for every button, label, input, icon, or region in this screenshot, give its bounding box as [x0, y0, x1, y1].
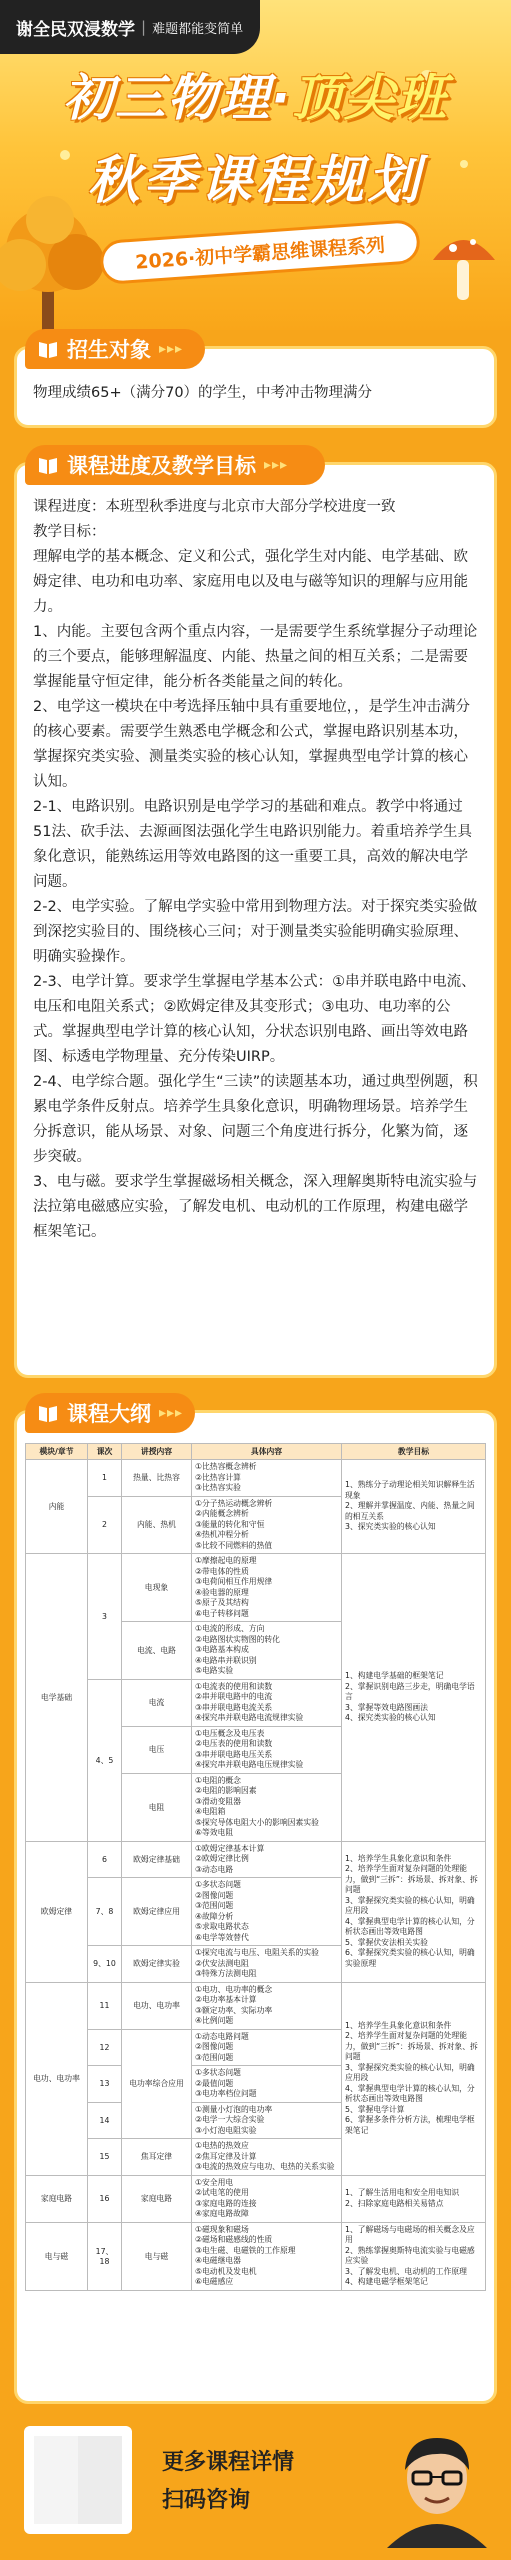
- progress-paragraph: 教学目标：: [33, 524, 106, 540]
- cell-topic: 电功率综合应用: [122, 2029, 192, 2139]
- goal-item: 1、构建电学基础的框架笔记: [345, 1671, 444, 1680]
- cell-lesson: 14: [88, 2102, 122, 2139]
- progress-tag: [25, 445, 325, 485]
- content-item: ①电流的形成、方向: [195, 1624, 265, 1633]
- content-item: ⑤电动机及发电机: [195, 2266, 257, 2276]
- cell-lesson: 6: [88, 1841, 122, 1878]
- table-header-row: [26, 1444, 486, 1460]
- book-icon: [37, 1402, 59, 1424]
- content-item: ⑤比较不同燃料的热值: [195, 1540, 273, 1550]
- cell-goal: [342, 1841, 486, 1982]
- cell-content: [192, 1496, 342, 1554]
- content-item: ①电压概念及电压表: [195, 1728, 265, 1738]
- content-item: ④家庭电路故障: [195, 2209, 249, 2218]
- goal-item: 2、理解并掌握温度、内能、热量之间的相互关系: [345, 1501, 475, 1521]
- page-subtitle: 秋季课程规划: [87, 151, 424, 211]
- content-item: ③电功率档位问题: [195, 2089, 257, 2098]
- content-item: ②试电笔的使用: [195, 2188, 249, 2197]
- outline-table: [25, 1443, 486, 2291]
- col-header-module: 模块/章节: [26, 1444, 88, 1460]
- progress-paragraph: 2-1、电路识别。电路识别是电学学习的基础和难点。教学中将通过51法、砍手法、去源画图法强化学生电路识别能力。着重培养学生具象化意识，能熟练运用等效电路图的这一重要工具，高效的解决电学问题。: [33, 799, 472, 890]
- progress-paragraph: 2、电学这一模块在中考选择压轴中具有重要地位，，是学生冲击满分的核心要素。需要学生熟悉电学概念和公式，掌握电路识别基本功，掌握探究类实验、测量类实验的核心认知，掌握典型电学计算的核心认知。: [33, 699, 470, 790]
- content-item: ③滑动变阻器: [195, 1796, 241, 1806]
- cell-topic: 电功、电功率: [122, 1982, 192, 2029]
- content-item: ⑥电学等效替代: [195, 1932, 249, 1942]
- footer-cta: [162, 2444, 294, 2520]
- content-item: ①分子热运动概念辨析: [195, 1498, 273, 1508]
- col-header-goal: 教学目标: [342, 1444, 486, 1460]
- content-item: ①测量小灯泡的电功率: [195, 2104, 273, 2114]
- cell-content: [192, 2102, 342, 2139]
- content-item: ③特殊方法测电阻: [195, 1969, 257, 1978]
- cell-goal: [342, 1982, 486, 2175]
- content-item: ③动态电路: [195, 1864, 234, 1874]
- content-item: ②图像问题: [195, 1890, 234, 1900]
- enroll-tag: [25, 329, 205, 369]
- cell-topic: 电压: [122, 1726, 192, 1773]
- title-class: 顶尖班: [292, 69, 448, 127]
- content-item: ⑥电子转移问题: [195, 1608, 249, 1618]
- cell-content: [192, 1460, 342, 1497]
- outline-card: [14, 1402, 497, 2404]
- content-item: ④电磁继电器: [195, 2256, 241, 2265]
- content-item: ②比热容计算: [195, 1472, 241, 1482]
- cell-content: [192, 2139, 342, 2176]
- content-item: ③额定功率、实际功率: [195, 2005, 273, 2015]
- content-item: ①电流表的使用和读数: [195, 1681, 273, 1691]
- content-item: ③串并联电路电压关系: [195, 1749, 273, 1759]
- cell-lesson: 11: [88, 1982, 122, 2029]
- brand-name: 谢全民双浸数学: [16, 19, 135, 40]
- content-item: ③能量的转化和守恒: [195, 1519, 265, 1529]
- content-item: ④电路串并联识别: [195, 1655, 257, 1665]
- table-row: [26, 2222, 486, 2290]
- goal-item: 3、掌握等效电路图画法: [345, 1702, 428, 1712]
- content-item: ②电路图状实物图的转化: [195, 1634, 280, 1644]
- cell-module: 电功、电功率: [26, 1982, 88, 2175]
- content-item: ④比例问题: [195, 2016, 234, 2025]
- content-item: ③串并联电路电流关系: [195, 1702, 273, 1712]
- book-icon: [37, 338, 59, 360]
- brand-bar: [0, 0, 260, 54]
- outline-title: 课程大纲: [67, 1402, 151, 1426]
- cell-module: 内能: [26, 1460, 88, 1554]
- progress-paragraph: 3、电与磁。要求学生掌握磁场相关概念，深入理解奥斯特电流实验与法拉第电磁感应实验，了解发电机、电动机的工作原理，构建电磁学框架笔记。: [33, 1174, 478, 1240]
- footer-line1: 更多课程详情: [162, 2450, 295, 2475]
- cell-lesson: 17、18: [88, 2222, 122, 2290]
- cell-content: [192, 1946, 342, 1983]
- progress-paragraph: 1、内能。主要包含两个重点内容，一是需要学生系统掌握分子动理论的三个要点，能够理解温度、内能、热量之间的相互关系；二是需要掌握能量守恒定律，能分析各类能量之间的转化。: [33, 624, 478, 690]
- content-item: ②焦耳定律及计算: [195, 2151, 257, 2161]
- content-item: ④电阻箱: [195, 1807, 226, 1816]
- enroll-card: [14, 338, 497, 428]
- goal-item: 5、掌握伏安法相关实验: [345, 1937, 428, 1947]
- cell-lesson: 4、5: [88, 1679, 122, 1841]
- cell-content: [192, 1554, 342, 1622]
- content-item: ⑤探究导体电阻大小的影响因素实验: [195, 1817, 319, 1827]
- content-item: ③家庭电路的连接: [195, 2198, 257, 2208]
- table-body: [26, 1460, 486, 2291]
- cell-topic: 欧姆定律实验: [122, 1946, 192, 1983]
- cell-lesson: 1: [88, 1460, 122, 1497]
- book-icon: [37, 454, 59, 476]
- teacher-avatar: [377, 2420, 497, 2548]
- table-row: [26, 1841, 486, 1878]
- cell-lesson: 16: [88, 2175, 122, 2222]
- goal-item: 2、熟练掌握奥斯特电流实验与电磁感应实验: [345, 2245, 475, 2265]
- cell-content: [192, 1982, 342, 2029]
- content-item: ③电荷间相互作用规律: [195, 1577, 273, 1586]
- cell-lesson: 13: [88, 2066, 122, 2103]
- content-item: ⑥电磁感应: [195, 2277, 234, 2286]
- cell-topic: 欧姆定律应用: [122, 1878, 192, 1946]
- progress-paragraph: 2-4、电学综合题。强化学生“三读”的读题基本功，通过典型例题，积累电学条件反射点。培养学生具象化意识，明确物理场景。培养学生分拆意识，能从场景、对象、问题三个角度进行拆分，化繁为简，逐步突破。: [33, 1074, 478, 1165]
- col-header-topic: 讲授内容: [122, 1444, 192, 1460]
- content-item: ①电热的热效应: [195, 2141, 249, 2150]
- brand-separator: |: [141, 18, 147, 36]
- goal-item: 4、探究类实验的核心认知: [345, 1713, 436, 1722]
- goal-item: 4、掌握典型电学计算的核心认知，分析状态画出等效电路图: [345, 2083, 475, 2104]
- goal-item: 6、掌握探究类实验的核心认知，明确实验原理: [345, 1948, 475, 1968]
- content-item: ④故障分析: [195, 1911, 234, 1921]
- cell-topic: 欧姆定律基础: [122, 1841, 192, 1878]
- cell-topic: 电与磁: [122, 2222, 192, 2290]
- cell-goal: [342, 2222, 486, 2290]
- content-item: ⑥等效电阻: [195, 1828, 234, 1837]
- cell-module: 电学基础: [26, 1554, 88, 1842]
- goal-item: 2、培养学生面对复杂问题的处理能力，做到“三拆”：拆场景、拆对象、拆问题: [345, 2031, 478, 2062]
- cell-topic: 家庭电路: [122, 2175, 192, 2222]
- arrows-icon: ▸▸▸: [264, 457, 289, 473]
- content-item: ①摩擦起电的原理: [195, 1556, 257, 1565]
- content-item: ③范围问题: [195, 1901, 234, 1910]
- cell-content: [192, 2175, 342, 2222]
- content-item: ④探究串并联电路电流规律实验: [195, 1713, 304, 1722]
- content-item: ⑤电路实验: [195, 1666, 234, 1675]
- content-item: ②图像问题: [195, 2042, 234, 2051]
- cell-lesson: 2: [88, 1496, 122, 1554]
- goal-item: 4、构建电磁学框架笔记: [345, 2277, 428, 2286]
- header-banner: [0, 0, 511, 330]
- content-item: ②串并联电路中的电流: [195, 1692, 273, 1701]
- cell-content: [192, 1622, 342, 1680]
- mushroom-icon: [423, 220, 503, 310]
- cell-topic: 电流: [122, 1679, 192, 1726]
- qr-code[interactable]: [24, 2426, 132, 2534]
- content-item: ①探究电流与电压、电阻关系的实验: [195, 1948, 319, 1957]
- content-item: ②带电体的性质: [195, 1566, 249, 1576]
- cell-content: [192, 1773, 342, 1841]
- cell-topic: 热量、比热容: [122, 1460, 192, 1497]
- arrows-icon: ▸▸▸: [159, 341, 184, 357]
- content-item: ③比热容实验: [195, 1483, 241, 1492]
- content-item: ②伏安法测电阻: [195, 1958, 249, 1968]
- content-item: ②电学一大综合实验: [195, 2115, 265, 2124]
- content-item: ⑤原子及其结构: [195, 1598, 249, 1607]
- cell-content: [192, 1878, 342, 1946]
- content-item: ④探究串并联电路电压规律实验: [195, 1760, 304, 1769]
- outline-body: [17, 1413, 494, 2299]
- goal-item: 1、培养学生具象化意识和条件: [345, 2020, 452, 2030]
- cell-content: [192, 1726, 342, 1773]
- content-item: ②内能概念辨析: [195, 1509, 249, 1518]
- footer-line2: 扫码咨询: [162, 2488, 251, 2513]
- content-item: ④热机冲程分析: [195, 1530, 249, 1539]
- content-item: ①电阻的概念: [195, 1775, 241, 1785]
- table-row: [26, 1982, 486, 2029]
- content-item: ③电生磁、电磁铁的工作原理: [195, 2245, 296, 2255]
- cell-topic: 焦耳定律: [122, 2139, 192, 2176]
- goal-item: 5、掌握电学计算: [345, 2104, 405, 2114]
- cell-module: 欧姆定律: [26, 1841, 88, 1982]
- cell-goal: [342, 1460, 486, 1554]
- table-row: [26, 2175, 486, 2222]
- cell-content: [192, 1841, 342, 1878]
- content-item: ①多状态问题: [195, 1880, 241, 1889]
- table-row: [26, 1460, 486, 1497]
- cell-module: 家庭电路: [26, 2175, 88, 2222]
- content-item: ①安全用电: [195, 2177, 234, 2187]
- goal-item: 1、了解生活用电和安全用电知识: [345, 2188, 460, 2197]
- cell-lesson: 15: [88, 2139, 122, 2176]
- progress-paragraph: 理解电学的基本概念、定义和公式，强化学生对内能、电学基础、欧姆定律、电功和电功率、家庭用电以及电与磁等知识的理解与应用能力。: [33, 549, 468, 615]
- cell-content: [192, 2222, 342, 2290]
- content-item: ②电功率基本计算: [195, 1995, 257, 2004]
- content-item: ①欧姆定律基本计算: [195, 1843, 265, 1853]
- col-header-lesson: 课次: [88, 1444, 122, 1460]
- goal-item: 6、掌握多条件分析方法，梳理电学框架笔记: [345, 2115, 475, 2135]
- series-ribbon: 2026·初中学霸思维课程系列: [99, 219, 421, 285]
- goal-item: 4、掌握典型电学计算的核心认知，分析状态画出等效电路图: [345, 1916, 475, 1937]
- content-item: ①电功、电功率的概念: [195, 1984, 273, 1994]
- content-item: ①动态电路问题: [195, 2031, 249, 2041]
- progress-body: [17, 465, 494, 1259]
- cell-lesson: 7、8: [88, 1878, 122, 1946]
- cell-topic: 电阻: [122, 1773, 192, 1841]
- cell-topic: 电现象: [122, 1554, 192, 1622]
- progress-paragraph: 课程进度：本班型秋季进度与北京市大部分学校进度一致: [33, 499, 396, 515]
- goal-item: 2、掌握识别电路三步走，明确电学语言: [345, 1681, 475, 1701]
- goal-item: 3、掌握探究类实验的核心认知，明确应用段: [345, 2062, 475, 2083]
- goal-item: 1、熟练分子动理论相关知识解释生活现象: [345, 1480, 475, 1500]
- title-subject: 初三物理·: [63, 69, 292, 127]
- content-item: ③电路基本构成: [195, 1645, 249, 1654]
- goal-item: 3、探究类实验的核心认知: [345, 1522, 436, 1532]
- cell-lesson: 12: [88, 2029, 122, 2066]
- page-title: [0, 58, 511, 130]
- content-item: ②磁场和磁感线的性质: [195, 2235, 273, 2244]
- content-item: ②最值问题: [195, 2078, 234, 2088]
- enroll-title: 招生对象: [67, 338, 151, 362]
- footer: [14, 2420, 497, 2548]
- content-item: ③小灯泡电阻实验: [195, 2125, 257, 2135]
- cell-module: 电与磁: [26, 2222, 88, 2290]
- col-header-content: 具体内容: [192, 1444, 342, 1460]
- goal-item: 3、了解发电机、电动机的工作原理: [345, 2266, 467, 2276]
- cell-goal: [342, 1554, 486, 1842]
- content-item: ①磁现象和磁场: [195, 2224, 249, 2234]
- content-item: ②欧姆定律比例: [195, 1854, 249, 1863]
- arrows-icon: ▸▸▸: [159, 1405, 184, 1421]
- cell-topic: 电流、电路: [122, 1622, 192, 1680]
- content-item: ③范围问题: [195, 2052, 234, 2062]
- content-item: ⑤求取电路状态: [195, 1922, 249, 1931]
- goal-item: 1、了解磁场与电磁场的相关概念及应用: [345, 2224, 475, 2244]
- cell-lesson: 3: [88, 1554, 122, 1680]
- cell-topic: 内能、热机: [122, 1496, 192, 1554]
- cell-content: [192, 2066, 342, 2103]
- brand-slogan: 难题都能变简单: [152, 21, 244, 37]
- outline-tag: [25, 1393, 195, 1433]
- cell-content: [192, 2029, 342, 2066]
- goal-item: 3、掌握探究类实验的核心认知，明确应用段: [345, 1895, 475, 1916]
- goal-item: 2、培养学生面对复杂问题的处理能力，做到“三拆”：拆场景、拆对象、拆问题: [345, 1864, 478, 1895]
- cell-content: [192, 1679, 342, 1726]
- content-item: ③电流的热效应与电功、电热的关系实验: [195, 2162, 335, 2171]
- content-item: ④验电器的原理: [195, 1587, 249, 1597]
- content-item: ②电压表的使用和读数: [195, 1739, 273, 1748]
- content-item: ①比热容概念辨析: [195, 1462, 257, 1471]
- table-row: [26, 1554, 486, 1622]
- goal-item: 2、扫除家庭电路相关易错点: [345, 2198, 444, 2208]
- progress-paragraph: 2-2、电学实验。了解电学实验中常用到物理方法。对于探究类实验做到深挖实验目的、围绕核心三问；对于测量类实验能明确实验原理、明确实验操作。: [33, 899, 478, 965]
- progress-title: 课程进度及教学目标: [67, 454, 256, 478]
- autumn-tree-icon: [0, 190, 110, 330]
- cell-lesson: 9、10: [88, 1946, 122, 1983]
- goal-item: 1、培养学生具象化意识和条件: [345, 1853, 452, 1863]
- enroll-text: 物理成绩65+（满分70）的学生，中考冲击物理满分: [33, 385, 373, 401]
- progress-paragraph: 2-3、电学计算。要求学生掌握电学基本公式：①串并联电路中电流、电压和电阻关系式；②欧姆定律及其变形式；③电功、电功率的公式。掌握典型电学计算的核心认知，分状态识别电路、画出等效电路图、标透电学物理量、充分传染UIRP。: [33, 974, 476, 1065]
- content-item: ②电阻的影响因素: [195, 1786, 257, 1795]
- cell-goal: [342, 2175, 486, 2222]
- progress-card: [14, 454, 497, 1378]
- content-item: ①多状态问题: [195, 2068, 241, 2077]
